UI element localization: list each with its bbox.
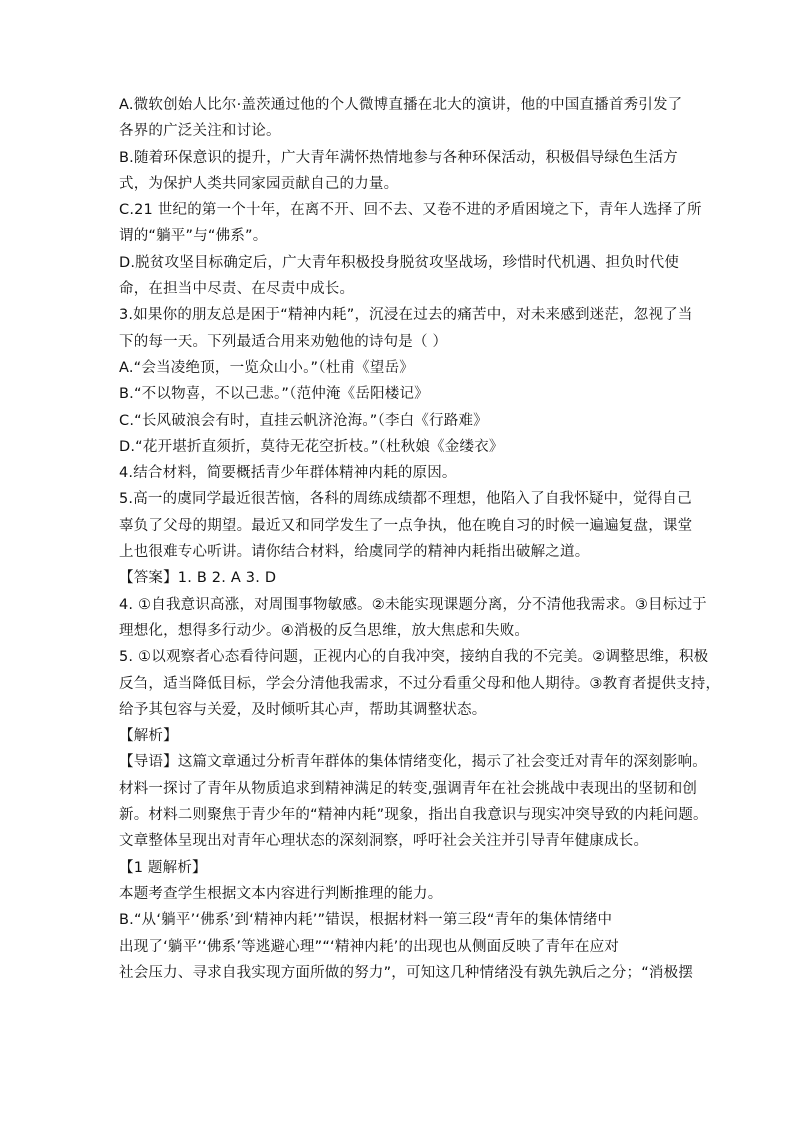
text-line: 给予其包容与关爱，及时倾听其心声，帮助其调整状态。 (119, 701, 487, 718)
answer-heading: 【答案】1. B 2. A 3. D (119, 570, 277, 587)
option-b: B.“不以物喜，不以己悲。”（范仲淹《岳阳楼记》 (119, 386, 429, 403)
text-line: 下的每一天。下列最适合用来劝勉他的诗句是（ ） (119, 333, 448, 350)
analysis-heading: 【解析】 (119, 728, 178, 745)
question-5: 5.高一的虞同学最近很苦恼，各科的周练成绩都不理想，他陷入了自我怀疑中，觉得自己 (119, 491, 692, 508)
text-line: A.微软创始人比尔·盖茨通过他的个人微博直播在北大的演讲，他的中国直播首秀引发了 (119, 97, 683, 113)
text-line: B.随着环保意识的提升，广大青年满怀热情地参与各种环保活动，积极倡导绿色生活方 (119, 149, 678, 166)
text-line: 上也很难专心听讲。请你结合材料，给虞同学的精神内耗指出破解之道。 (119, 544, 590, 561)
text-line: 社会压力、寻求自我实现方面所做的努力”，可知这几种情绪没有孰先孰后之分；“消极摆 (119, 964, 694, 981)
analysis-1-heading: 【1 题解析】 (119, 859, 207, 876)
document-body (119, 92, 721, 986)
answer-5: 5. ①以观察者心态看待问题，正视内心的自我冲突，接纳自我的不完美。②调整思维，积极 (119, 649, 709, 666)
text-line: 式，为保护人类共同家园贡献自己的力量。 (119, 175, 399, 192)
text-line: 新。材料二则聚焦于青少年的“精神内耗”现象，指出自我意识与现实冲突导致的内耗问题。 (119, 807, 708, 824)
text-line: 命，在担当中尽责、在尽责中成长。 (119, 281, 355, 298)
intro-paragraph: 【导语】这篇文章通过分析青年群体的集体情绪变化，揭示了社会变迁对青年的深刻影响。 (119, 754, 707, 771)
text-line: C.21 世纪的第一个十年，在离不开、回不去、又卷不进的矛盾困境之下，青年人选择了所 (119, 202, 702, 219)
answer-4: 4. ①自我意识高涨，对周围事物敏感。②未能实现课题分离，分不清他我需求。③目标过于 (119, 596, 707, 613)
text-line: 反刍，适当降低目标，学会分清他我需求，不过分看重父母和他人期待。③教育者提供支持， (119, 675, 721, 692)
option-a: A.“会当凌绝顶，一览众山小。”（杜甫《望岳》 (119, 359, 414, 376)
question-4: 4.结合材料，简要概括青少年群体精神内耗的原因。 (119, 465, 457, 482)
text-line: 出现了‘躺平’‘佛系’等逃避心理”“‘精神内耗’的出现也从侧面反映了青年在应对 (119, 938, 619, 955)
text-line: B.“从‘躺平’‘佛系’到‘精神内耗’”错误，根据材料一第三段“青年的集体情绪中 (119, 912, 613, 929)
text-line: 各界的广泛关注和讨论。 (119, 123, 281, 140)
question-3: 3.如果你的朋友总是困于“精神内耗”，沉浸在过去的痛苦中，对未来感到迷茫，忽视了当 (119, 307, 693, 324)
text-line: 谓的“躺平”与“佛系”。 (119, 228, 268, 245)
text-line: 材料一探讨了青年从物质追求到精神满足的转变,强调青年在社会挑战中表现出的坚韧和创 (119, 780, 698, 797)
text-line: 理想化，想得多行动少。④消极的反刍思维，放大焦虑和失败。 (119, 622, 530, 639)
option-c: C.“长风破浪会有时，直挂云帆济沧海。”（李白《行路难》 (119, 412, 488, 429)
text-line: 文章整体呈现出对青年心理状态的深刻洞察，呼吁社会关注并引导青年健康成长。 (119, 833, 649, 850)
text-line: 本题考查学生根据文本内容进行判断推理的能力。 (119, 885, 443, 902)
text-line: D.脱贫攻坚目标确定后，广大青年积极投身脱贫攻坚战场，珍惜时代机遇、担负时代使 (119, 254, 680, 271)
option-d: D.“花开堪折直须折，莫待无花空折枝。”（杜秋娘《金缕衣》 (119, 438, 504, 455)
text-line: 辜负了父母的期望。最近又和同学发生了一点争执，他在晚自习的时候一遍遍复盘，课堂 (119, 517, 693, 534)
